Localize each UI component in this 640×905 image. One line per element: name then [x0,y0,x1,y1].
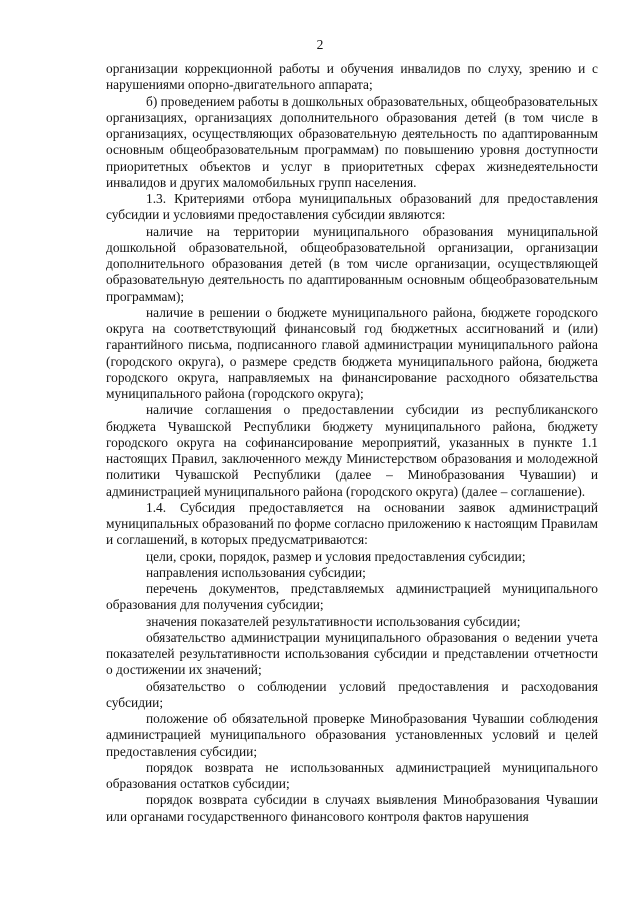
paragraph: значения показателей результативности использования субсидии; [146,613,521,629]
paragraph: наличие в решении о бюджете муниципального района, бюджете городского округа на соответствующий финансовый год бюджетных ассигнований и (или) гарантийного письма, подписанного главой администрации муниципального района (городского округа), о размере средств бюджета муниципального района, бюджета городского округа, направляемых на финансирование расходного обязательства муниципального района (городского округа); [106,304,598,401]
paragraph: организации коррекционной работы и обучения инвалидов по слуху, зрению и с нарушениями опорно-двигательного аппарата; [106,61,598,93]
paragraph: 1.3. Критериями отбора муниципальных образований для предоставления субсидии и условиями предоставления субсидии являются: [106,191,598,223]
paragraph: наличие соглашения о предоставлении субсидии из республиканского бюджета Чувашской Республики бюджету муниципального района, бюджету городского округа на софинансирование мероприятий, указанных в пункте 1.1 настоящих Правил, заключенного между Министерством образования и молодежной политики Чувашской Республики (далее – Минобразования Чувашии) и администрацией муниципального района (городского округа) (далее – соглашение). [106,402,598,499]
paragraph: порядок возврата не использованных администрацией муниципального образования остатков субсидии; [106,759,598,791]
paragraph: положение об обязательной проверке Минобразования Чувашии соблюдения администрацией муниципального образования установленных условий и целей предоставления субсидии; [106,711,598,759]
paragraph: наличие на территории муниципального образования муниципальной дошкольной образовательной, общеобразовательной организации, организации дополнительного образования детей (в том числе организации, осуществляющей образовательную деятельность по адаптированным основным общеобразовательным программам); [106,223,598,304]
document-body [106,61,598,825]
paragraph: цели, сроки, порядок, размер и условия предоставления субсидии; [146,548,526,564]
paragraph: 1.4. Субсидия предоставляется на основании заявок администраций муниципальных образований по форме согласно приложению к настоящим Правилам и соглашений, в которых предусматриваются: [106,499,598,548]
paragraph: перечень документов, представляемых администрацией муниципального образования для получения субсидии; [106,581,598,613]
paragraph: порядок возврата субсидии в случаях выявления Минобразования Чувашии или органами государственного финансового контроля фактов нарушения [106,792,598,824]
paragraph: обязательство администрации муниципального образования о ведении учета показателей результативности использования субсидии и представлении отчетности о достижении их значений; [106,629,598,678]
page-number: 2 [316,37,324,52]
paragraph: б) проведением работы в дошкольных образовательных, общеобразовательных организациях, организациях дополнительного образования детей (в том числе в организациях, осуществляющих образовательную деятельность по адаптированным основным общеобразовательным программам) по повышению уровня доступности приоритетных объектов и услуг в приоритетных сферах жизнедеятельности инвалидов и других маломобильных групп населения. [106,93,598,190]
paragraph: направления использования субсидии; [146,564,366,580]
paragraph: обязательство о соблюдении условий предоставления и расходования субсидии; [106,678,598,710]
